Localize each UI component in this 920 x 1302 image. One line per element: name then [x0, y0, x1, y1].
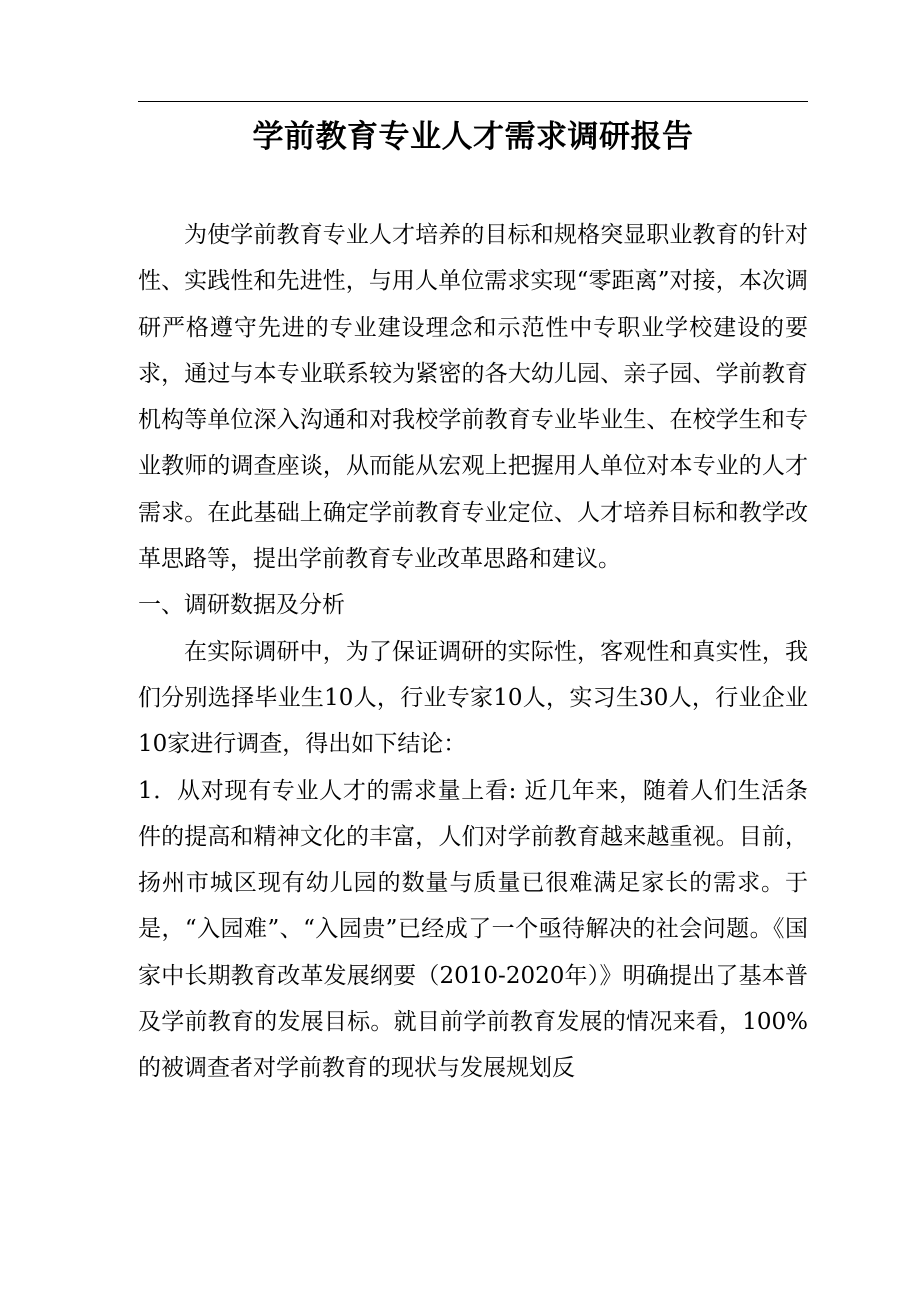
- survey-paragraph: 在实际调研中，为了保证调研的实际性，客观性和真实性，我们分别选择毕业生10人，行业专家10人，实习生30人，行业企业10家进行调查，得出如下结论：: [138, 638, 808, 758]
- section-heading-research-data: 一、调研数据及分析: [138, 592, 345, 619]
- document-body: [138, 212, 808, 1092]
- demand-paragraph: 1．从对现有专业人才的需求量上看: 近几年来，随着人们生活条件的提高和精神文化的丰富，人们对学前教育越来越重视。目前，扬州市城区现有幼儿园的数量与质量已很难满足家长的需求。于是，“入园难”、“入园贵”已经成了一个亟待解决的社会问题。《国家中长期教育改革发展纲要（2010-2020年）》明确提出了基本普及学前教育的发展目标。就目前学前教育发展的情况来看，100%的被调查者对学前教育的现状与发展规划反: [138, 777, 808, 1082]
- intro-paragraph: 为使学前教育专业人才培养的目标和规格突显职业教育的针对性、实践性和先进性，与用人单位需求实现“零距离”对接，本次调研严格遵守先进的专业建设理念和示范性中专职业学校建设的要求，通过与本专业联系较为紧密的各大幼儿园、亲子园、学前教育机构等单位深入沟通和对我校学前教育专业毕业生、在校学生和专业教师的调查座谈，从而能从宏观上把握用人单位对本专业的人才需求。在此基础上确定学前教育专业定位、人才培养目标和教学改革思路等，提出学前教育专业改革思路和建议。: [138, 222, 808, 573]
- header-rule: [138, 101, 808, 102]
- document-title: 学前教育专业人才需求调研报告: [252, 119, 694, 155]
